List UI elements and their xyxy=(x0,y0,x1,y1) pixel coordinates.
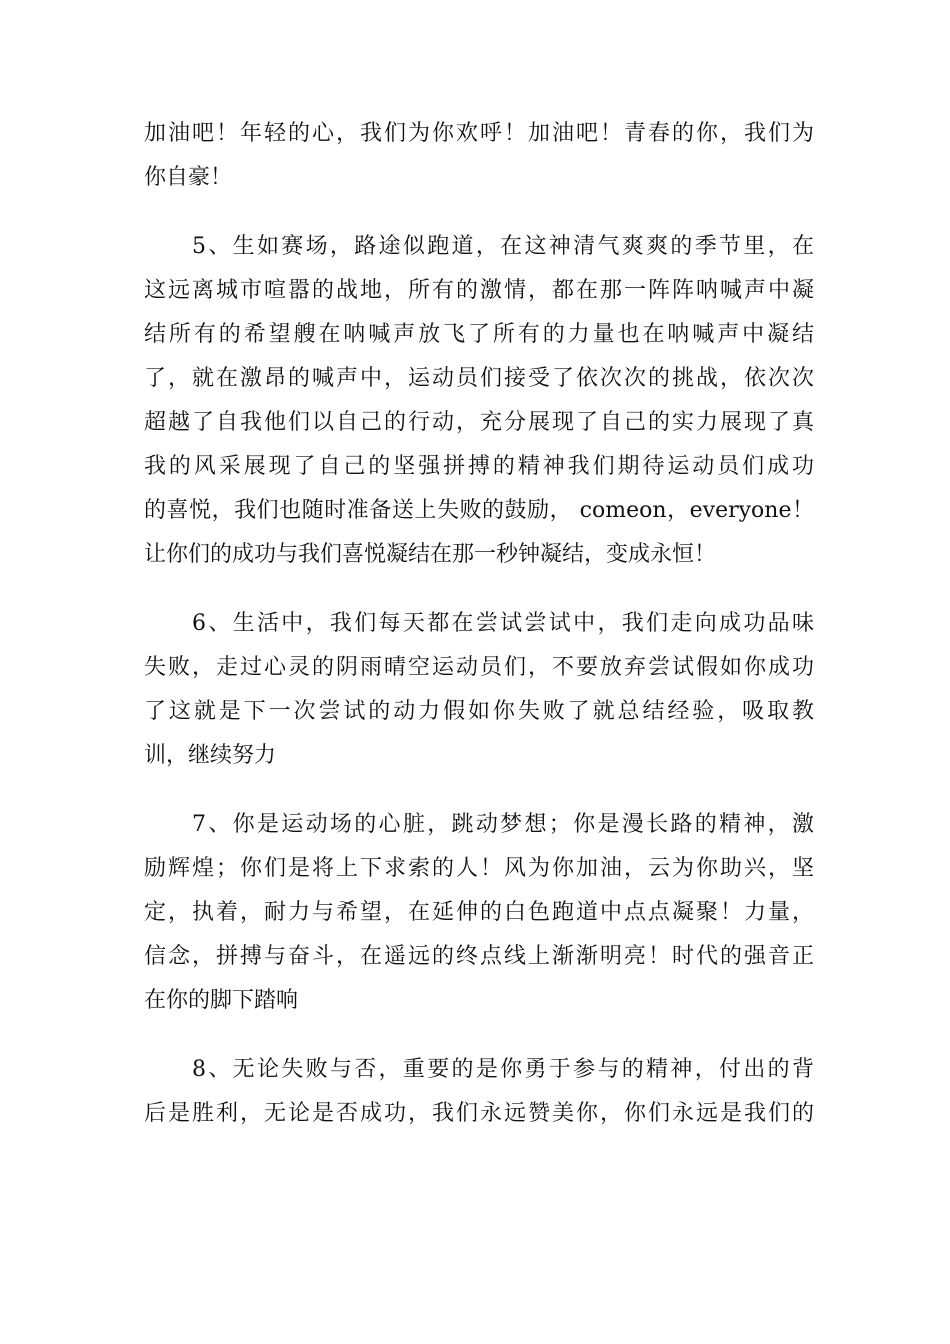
paragraph-5 xyxy=(144,225,814,577)
text-line: 结所有的希望艘在呐喊声放飞了所有的力量也在呐喊声中凝结 xyxy=(144,322,814,347)
paragraph-gap xyxy=(144,200,814,225)
text-line: 信念，拼搏与奋斗，在遥远的终点线上渐渐明亮！时代的强音正 xyxy=(144,944,814,969)
text-line: 了，就在激昂的喊声中，运动员们接受了依次次的挑战，依次次 xyxy=(144,366,814,391)
paragraph-8 xyxy=(144,1048,814,1136)
text-line: 让你们的成功与我们喜悦凝结在那一秒钟凝结，变成永恒！ xyxy=(144,542,717,567)
text-line: 定，执着，耐力与希望，在延伸的白色跑道中点点凝聚！力量， xyxy=(144,900,814,925)
text-line: 我的风采展现了自己的坚强拼搏的精神我们期待运动员们成功 xyxy=(144,454,814,479)
paragraph-gap xyxy=(144,577,814,602)
paragraph-gap xyxy=(144,778,814,803)
paragraph-gap xyxy=(144,1023,814,1048)
text-line: 后是胜利，无论是否成功，我们永远赞美你，你们永远是我们的 xyxy=(144,1101,814,1126)
text-line: 了这就是下一次尝试的动力假如你失败了就总结经验，吸取教 xyxy=(144,699,814,724)
text-line: 8、无论失败与否，重要的是你勇于参与的精神，付出的背 xyxy=(192,1057,814,1082)
paragraph-6 xyxy=(144,602,814,778)
text-line: 超越了自我他们以自己的行动，充分展现了自己的实力展现了真 xyxy=(144,410,814,435)
text-line: 训，继续努力 xyxy=(144,743,277,768)
text-line: 这远离城市喧嚣的战地，所有的激情，都在那一阵阵呐喊声中凝 xyxy=(144,278,814,303)
text-line: 7、你是运动场的心脏，跳动梦想；你是漫长路的精神，激 xyxy=(192,812,814,837)
text-line: 励辉煌；你们是将上下求索的人！风为你加油，云为你助兴，坚 xyxy=(144,856,814,881)
paragraph-7 xyxy=(144,803,814,1023)
paragraph-cheer xyxy=(144,112,814,200)
text-line: 在你的脚下踏响 xyxy=(144,988,299,1013)
text-line: 你自豪！ xyxy=(144,165,233,190)
text-line: 失败，走过心灵的阴雨晴空运动员们，不要放弃尝试假如你成功 xyxy=(144,655,814,680)
text-line: 5、生如赛场，路途似跑道，在这神清气爽爽的季节里，在 xyxy=(192,234,814,259)
document-body xyxy=(144,112,814,1136)
text-line: 6、生活中，我们每天都在尝试尝试中，我们走向成功品味 xyxy=(192,611,814,636)
text-line: 加油吧！年轻的心，我们为你欢呼！加油吧！青春的你，我们为 xyxy=(144,121,814,146)
text-line: 的喜悦，我们也随时准备送上失败的鼓励， comeon，everyone！ xyxy=(144,498,814,523)
